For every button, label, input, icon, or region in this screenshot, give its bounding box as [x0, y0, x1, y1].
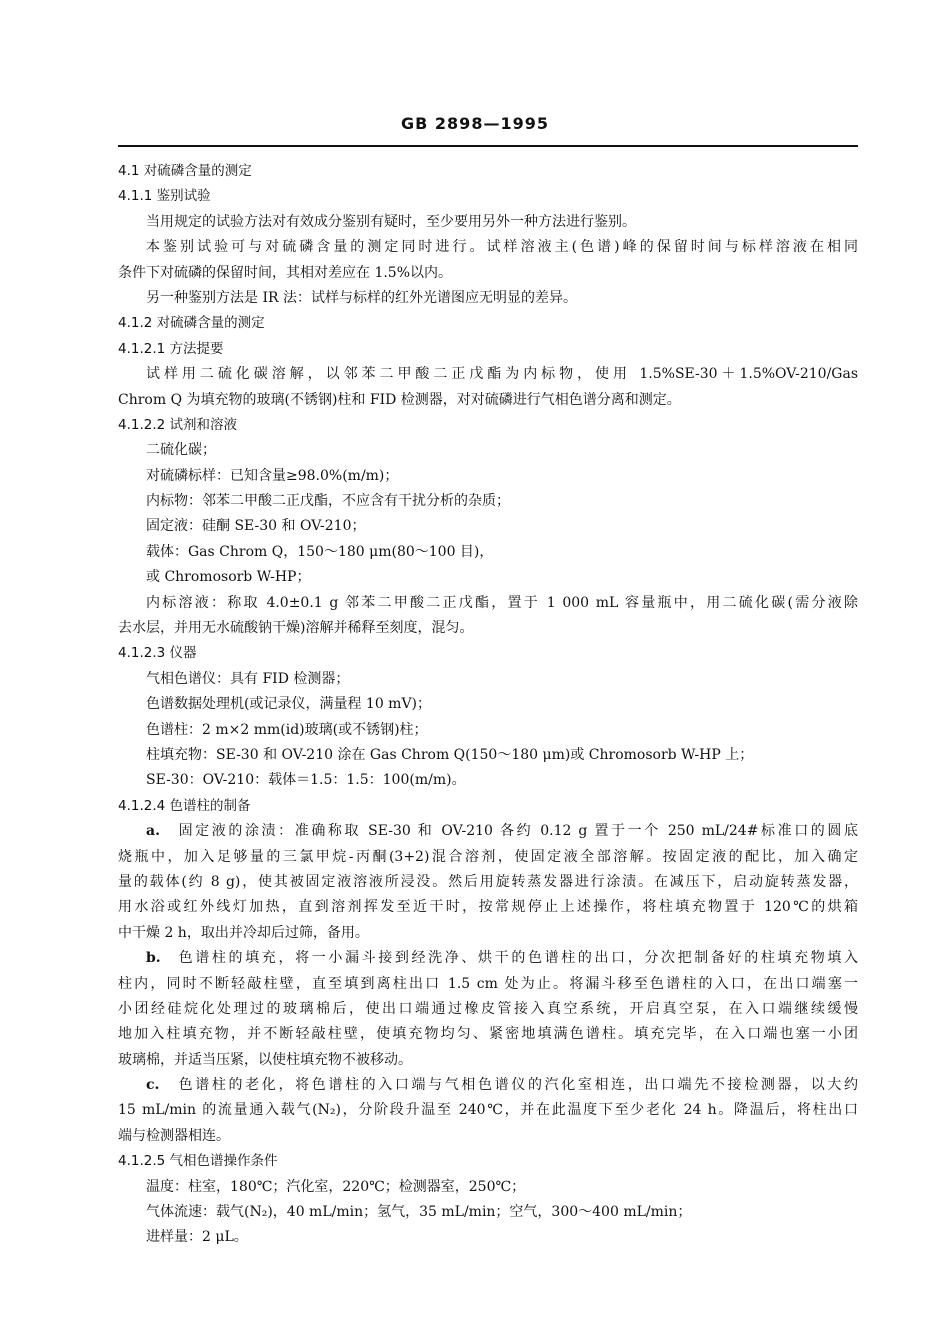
line-text: 固定液：硅酮 SE-30 和 OV-210；: [146, 518, 366, 535]
line-text: 当用规定的试验方法对有效成分鉴别有疑时，至少要用另外一种方法进行鉴别。: [146, 213, 636, 230]
line-text: 另一种鉴别方法是 IR 法：试样与标样的红外光谱图应无明显的差异。: [146, 289, 577, 306]
line-text: 气体流速：载气(N₂)，40 mL/min；氢气，35 mL/min；空气，300～400 mL/min；: [146, 1204, 692, 1221]
line-text: 固定液的涂渍：准确称取 SE-30 和 OV-210 各约 0.12 g 置于一个 250 mL/24#标准口的圆底: [176, 823, 858, 840]
section-heading: [118, 1149, 858, 1174]
line-text: SE-30：OV-210：载体＝1.5：1.5：100(m/m)。: [146, 772, 466, 789]
line-text: 小团经硅烷化处理过的玻璃棉后，使出口端通过橡皮管接入真空系统，开启真空泵，在入口端继续缓慢: [118, 1000, 858, 1017]
line-text: 4.1.2.3 仪器: [118, 645, 197, 662]
paragraph-line: [118, 1175, 858, 1200]
document-body: [118, 159, 858, 1251]
line-text: 色谱柱的老化，将色谱柱的入口端与气相色谱仪的汽化室相连，出口端先不接检测器，以大约: [176, 1077, 858, 1094]
paragraph-line: [118, 565, 858, 590]
section-heading: [118, 311, 858, 336]
line-text: 内标物：邻苯二甲酸二正戊酯，不应含有干扰分析的杂质；: [146, 493, 510, 510]
line-text: 载体：Gas Chrom Q，150～180 μm(80～100 目)，: [146, 543, 494, 560]
line-text: 4.1.2.2 试剂和溶液: [118, 416, 238, 433]
line-text: 色谱柱：2 m×2 mm(id)玻璃(或不锈钢)柱；: [146, 721, 428, 738]
paragraph-line: [118, 235, 858, 260]
line-text: 量的载体(约 8 g)，使其被固定液溶液所浸没。然后用旋转蒸发器进行涂渍。在减压下，启动旋转蒸发器，: [118, 873, 858, 890]
paragraph-line: [118, 1073, 858, 1098]
paragraph-line: [118, 870, 858, 895]
paragraph-line: [118, 1225, 858, 1250]
section-heading: [118, 159, 858, 184]
paragraph-line: [118, 388, 858, 413]
line-text: 4.1 对硫磷含量的测定: [118, 163, 252, 179]
paragraph-line: [118, 845, 858, 870]
line-text: 条件下对硫磷的保留时间，其相对差应在 1.5%以内。: [118, 264, 453, 281]
line-text: 色谱柱的填充，将一小漏斗接到经洗净、烘干的色谱柱的出口，分次把制备好的柱填充物填入: [176, 950, 858, 967]
paragraph-line: [118, 718, 858, 743]
line-text: 4.1.2.4 色谱柱的制备: [118, 797, 251, 814]
line-text: 进样量：2 μL。: [146, 1229, 248, 1246]
line-text: 柱内，同时不断轻敲柱壁，直至填到离柱出口 1.5 cm 处为止。将漏斗移至色谱柱的入口，在出口端塞一: [118, 975, 858, 992]
paragraph-line: [118, 1124, 858, 1149]
line-text: 对硫磷标样：已知含量≥98.0%(m/m)；: [146, 467, 399, 484]
line-text: 或 Chromosorb W-HP；: [146, 569, 311, 586]
line-text: 用水浴或红外线灯加热，直到溶剂挥发至近干时，按常规停止上述操作，将柱填充物置于 120℃的烘箱: [118, 899, 858, 916]
paragraph-line: [118, 1048, 858, 1073]
line-text: 二硫化碳；: [146, 442, 216, 459]
line-text: 去水层，并用无水硫酸钠干燥)溶解并稀释至刻度，混匀。: [118, 620, 474, 637]
section-heading: [118, 184, 858, 209]
paragraph-line: [118, 819, 858, 844]
paragraph-line: [118, 1200, 858, 1225]
paragraph-line: [118, 692, 858, 717]
line-text: 柱填充物：SE-30 和 OV-210 涂在 Gas Chrom Q(150～180 μm)或 Chromosorb W-HP 上；: [146, 746, 754, 763]
line-text: 色谱数据处理机(或记录仪，满量程 10 mV)；: [146, 696, 432, 713]
line-text: 端与检测器相连。: [118, 1127, 230, 1144]
line-text: 4.1.2 对硫磷含量的测定: [118, 315, 265, 332]
section-heading: [118, 413, 858, 438]
paragraph-line: [118, 286, 858, 311]
paragraph-line: [118, 362, 858, 387]
paragraph-line: [118, 210, 858, 235]
paragraph-line: [118, 768, 858, 793]
paragraph-line: [118, 946, 858, 971]
paragraph-line: [118, 261, 858, 286]
paragraph-line: [118, 921, 858, 946]
list-marker: b.: [146, 950, 161, 967]
line-text: 内标溶液：称取 4.0±0.1 g 邻苯二甲酸二正戊酯，置于 1 000 mL 容量瓶中，用二硫化碳(需分液除: [146, 594, 858, 611]
paragraph-line: [118, 438, 858, 463]
line-text: 4.1.1 鉴别试验: [118, 188, 211, 205]
line-text: 本鉴别试验可与对硫磷含量的测定同时进行。试样溶液主(色谱)峰的保留时间与标样溶液在相同: [146, 239, 858, 256]
line-text: 试样用二硫化碳溶解，以邻苯二甲酸二正戊酯为内标物，使用 1.5%SE-30＋1.5%OV-210/Gas: [146, 366, 858, 383]
section-heading: [118, 641, 858, 666]
line-text: 4.1.2.5 气相色谱操作条件: [118, 1153, 278, 1170]
paragraph-line: [118, 895, 858, 920]
line-text: 玻璃棉，并适当压紧，以使柱填充物不被移动。: [118, 1051, 412, 1068]
paragraph-line: [118, 540, 858, 565]
paragraph-line: [118, 1022, 858, 1047]
line-text: 4.1.2.1 方法提要: [118, 340, 224, 357]
line-text: 中干燥 2 h，取出并冷却后过筛，备用。: [118, 924, 369, 941]
line-text: Chrom Q 为填充物的玻璃(不锈钢)柱和 FID 检测器，对对硫磷进行气相色谱分离和测定。: [118, 391, 681, 408]
section-heading: [118, 794, 858, 819]
line-text: 气相色谱仪：具有 FID 检测器；: [146, 670, 350, 687]
paragraph-line: [118, 743, 858, 768]
paragraph-line: [118, 591, 858, 616]
list-marker: c.: [146, 1077, 160, 1094]
paragraph-line: [118, 997, 858, 1022]
paragraph-line: [118, 464, 858, 489]
header-rule: [118, 145, 858, 147]
paragraph-line: [118, 1098, 858, 1123]
line-text: 地加入柱填充物，并不断轻敲柱壁，使填充物均匀、紧密地填满色谱柱。填充完毕，在入口端也塞一小团: [118, 1026, 858, 1043]
standard-code-header: GB 2898—1995: [401, 114, 549, 133]
paragraph-line: [118, 972, 858, 997]
line-text: 15 mL/min 的流量通入载气(N₂)，分阶段升温至 240℃，并在此温度下至少老化 24 h。降温后，将柱出口: [118, 1102, 858, 1119]
section-heading: [118, 337, 858, 362]
paragraph-line: [118, 667, 858, 692]
paragraph-line: [118, 514, 858, 539]
line-text: 温度：柱室，180℃；汽化室，220℃；检测器室，250℃；: [146, 1178, 526, 1195]
list-marker: a.: [146, 823, 160, 840]
paragraph-line: [118, 616, 858, 641]
paragraph-line: [118, 489, 858, 514]
line-text: 烧瓶中，加入足够量的三氯甲烷-丙酮(3+2)混合溶剂，使固定液全部溶解。按固定液的配比，加入确定: [118, 848, 858, 865]
